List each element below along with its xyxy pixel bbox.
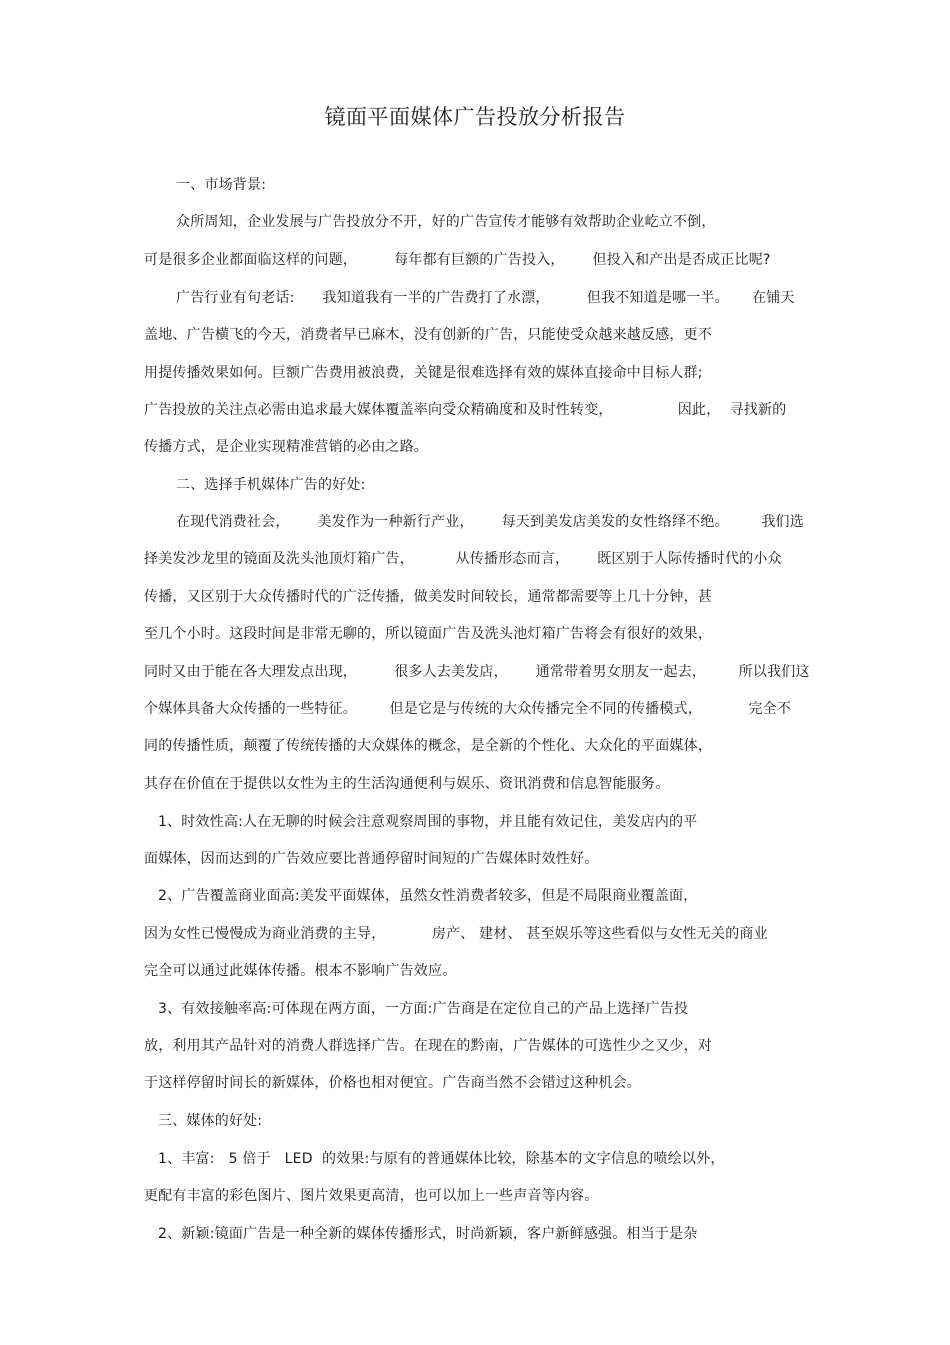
paragraph-line: 放，利用其产品针对的消费人群选择广告。在现在的黔南，广告媒体的可选性少之又少，对 <box>144 1038 712 1054</box>
paragraph-line: 传播，又区别于大众传播时代的广泛传播，做美发时间较长，通常都需要等上几十分钟，甚 <box>144 589 712 605</box>
list-item-coverage: 2、广告覆盖商业面高:美发平面媒体，虽然女性消费者较多，但是不局限商业覆盖面， <box>158 888 698 904</box>
section-heading-media-benefits: 三、媒体的好处: <box>158 1113 263 1129</box>
section-heading-market-background: 一、市场背景: <box>176 177 267 193</box>
paragraph-line: 用提传播效果如何。巨额广告费用被浪费，关键是很难选择有效的媒体直接命中目标人群; <box>144 365 703 381</box>
paragraph-line: 个媒体具备大众传播的一些特征。 但是它是与传统的大众传播完全不同的传播模式， 完全不 <box>144 701 792 717</box>
paragraph-line: 在现代消费社会， 美发作为一种新行产业， 每天到美发店美发的女性络绎不绝。 我们选 <box>176 514 804 530</box>
paragraph-line: 众所周知，企业发展与广告投放分不开，好的广告宣传才能够有效帮助企业屹立不倒， <box>176 214 716 230</box>
paragraph-line: 同时又由于能在各大理发点出现， 很多人去美发店， 通常带着男女朋友一起去， 所以我们这 <box>144 664 810 680</box>
paragraph-line: 广告投放的关注点必需由追求最大媒体覆盖率向受众精确度和及时性转变， 因此， 寻找新的 <box>144 402 787 418</box>
list-item-contact-rate: 3、有效接触率高:可体现在两方面，一方面:广告商是在定位自己的产品上选择广告投 <box>158 1001 689 1017</box>
paragraph-line: 至几个小时。这段时间是非常无聊的，所以镜面广告及洗头池灯箱广告将会有很好的效果， <box>144 626 712 642</box>
paragraph-line: 广告行业有句老话: 我知道我有一半的广告费打了水漂， 但我不知道是哪一半。 在铺天 <box>176 290 795 306</box>
paragraph-line: 择美发沙龙里的镜面及洗头池顶灯箱广告， 从传播形态而言， 既区别于人际传播时代的小众 <box>144 551 782 567</box>
paragraph-line: 传播方式，是企业实现精准营销的必由之路。 <box>144 439 428 455</box>
list-item-rich: 1、丰富: 5 倍于 LED 的效果:与原有的普通媒体比较，除基本的文字信息的喷绘以外， <box>158 1151 725 1167</box>
paragraph-line: 其存在价值在于提供以女性为主的生活沟通便利与娱乐、资讯消费和信息智能服务。 <box>144 776 670 792</box>
paragraph-line: 可是很多企业都面临这样的问题， 每年都有巨额的广告投入， 但投入和产出是否成正比呢? <box>144 252 771 268</box>
paragraph-line: 于这样停留时间长的新媒体，价格也相对便宜。广告商当然不会错过这种机会。 <box>144 1075 641 1091</box>
paragraph-line: 完全可以通过此媒体传播。根本不影响广告效应。 <box>144 963 457 979</box>
list-item-novel: 2、新颖:镜面广告是一种全新的媒体传播形式，时尚新颖，客户新鲜感强。相当于是杂 <box>158 1226 698 1242</box>
paragraph-line: 面媒体，因而达到的广告效应要比普通停留时间短的广告媒体时效性好。 <box>144 851 599 867</box>
paragraph-line: 因为女性已慢慢成为商业消费的主导， 房产、 建材、 甚至娱乐等这些看似与女性无关的商业 <box>144 926 768 942</box>
paragraph-line: 盖地、广告横飞的今天，消费者早已麻木，没有创新的广告，只能使受众越来越反感，更不 <box>144 327 712 343</box>
paragraph-line: 更配有丰富的彩色图片、图片效果更高清，也可以加上一些声音等内容。 <box>144 1188 599 1204</box>
paragraph-line: 同的传播性质，颠覆了传统传播的大众媒体的概念，是全新的个性化、大众化的平面媒体， <box>144 738 712 754</box>
document-title: 镜面平面媒体广告投放分析报告 <box>324 105 626 129</box>
section-heading-mobile-media-benefits: 二、选择手机媒体广告的好处: <box>176 477 366 493</box>
list-item-timeliness: 1、时效性高:人在无聊的时候会注意观察周围的事物，并且能有效记住，美发店内的平 <box>158 814 698 830</box>
